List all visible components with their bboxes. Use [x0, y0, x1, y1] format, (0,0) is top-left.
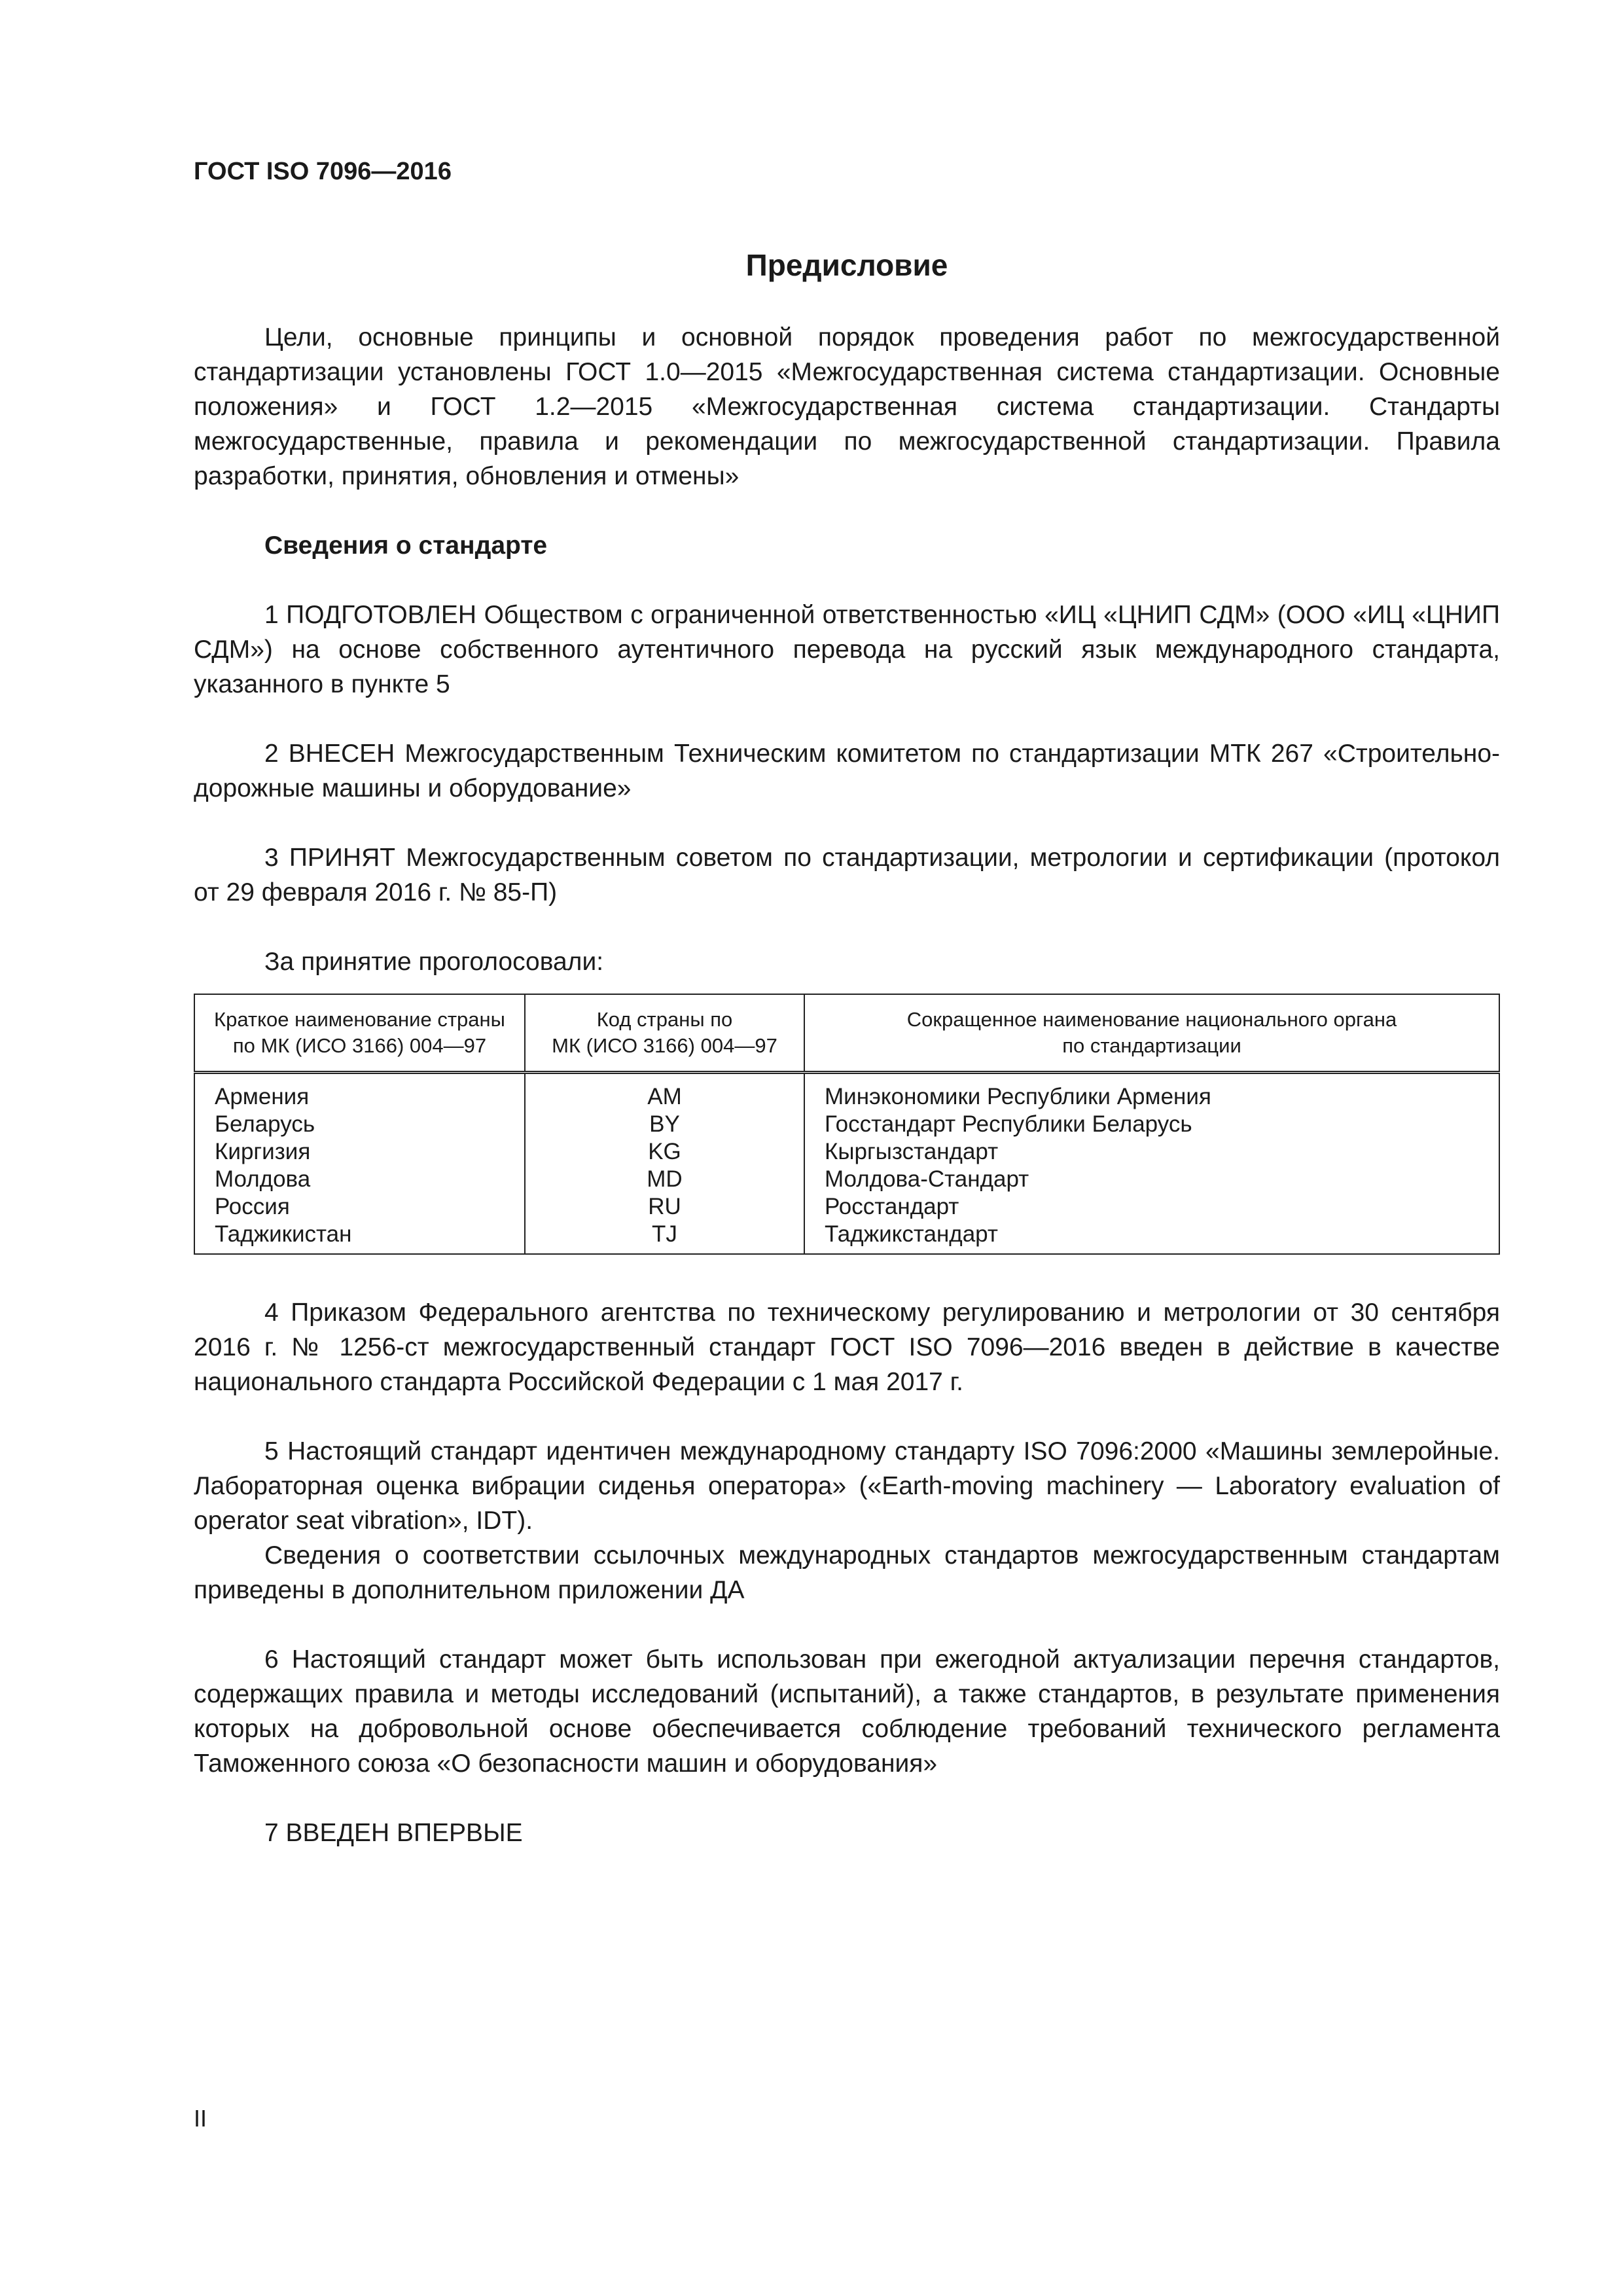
header-country-name-line1: Краткое наименование страны [214, 1007, 505, 1031]
table-row [194, 1072, 1499, 1111]
item-4-paragraph: 4 Приказом Федерального агентства по техническому регулированию и метрологии от 30 сентября 2016 г. № 1256-ст межгосударственный стандарт ГОСТ ISO 7096—2016 введен в действие в качестве национального стандарта Российской Федерации с 1 мая 2017 г. [194, 1298, 1500, 1396]
body-cell: Госстандарт Республики Беларусь [804, 1111, 1499, 1138]
country-cell: Беларусь [194, 1111, 525, 1138]
voting-countries-table [194, 994, 1500, 1255]
page-title: Предисловие [745, 247, 948, 282]
document-code: ГОСТ ISO 7096—2016 [194, 158, 452, 185]
code-cell: TJ [525, 1221, 804, 1254]
code-cell: RU [525, 1193, 804, 1221]
intro-paragraph: Цели, основные принципы и основной порядок проведения работ по межгосударственной стандартизации установлены ГОСТ 1.0—2015 «Межгосударственная система стандартизации. Основные положения» и ГОСТ 1.2—2015 «Межгосударственная система стандартизации. Стандарты межгосударственные, правила и рекомендации по межгосударственной стандартизации. Правила разработки, принятия, обновления и отмены» [194, 323, 1500, 490]
header-country-code [525, 994, 804, 1073]
section-heading: Сведения о стандарте [264, 531, 548, 560]
header-standards-body-line2: по стандартизации [1062, 1033, 1241, 1057]
item-3-paragraph: 3 ПРИНЯТ Межгосударственным советом по стандартизации, метрологии и сертификации (протокол от 29 февраля 2016 г. № 85-П) [194, 843, 1500, 906]
country-cell: Молдова [194, 1166, 525, 1193]
code-cell: MD [525, 1166, 804, 1193]
table-header-row [194, 994, 1499, 1073]
header-country-name-line2: по МК (ИСО 3166) 004—97 [232, 1033, 487, 1057]
country-cell: Таджикистан [194, 1221, 525, 1254]
header-country-name [194, 994, 525, 1073]
item-5-note-paragraph: Сведения о соответствии ссылочных международных стандартов межгосударственным стандартам приведены в дополнительном приложении ДА [194, 1541, 1500, 1604]
body-cell: Минэкономики Республики Армения [804, 1072, 1499, 1111]
country-cell: Киргизия [194, 1138, 525, 1166]
header-country-code-line1: Код страны по [596, 1007, 733, 1031]
code-cell: AM [525, 1072, 804, 1111]
code-cell: BY [525, 1111, 804, 1138]
item-7-paragraph: 7 ВВЕДЕН ВПЕРВЫЕ [264, 1818, 523, 1847]
body-cell: Молдова-Стандарт [804, 1166, 1499, 1193]
item-5-paragraph: 5 Настоящий стандарт идентичен международному стандарту ISO 7096:2000 «Машины землеройные. Лабораторная оценка вибрации сиденья оператора» («Earth-moving machinery — Laboratory evaluation of operator seat vibration», IDT). [194, 1437, 1500, 1535]
table-row [194, 1193, 1499, 1221]
header-standards-body [804, 994, 1499, 1073]
header-standards-body-line1: Сокращенное наименование национального органа [906, 1007, 1397, 1031]
body-cell: Росстандарт [804, 1193, 1499, 1221]
country-cell: Россия [194, 1193, 525, 1221]
code-cell: KG [525, 1138, 804, 1166]
item-6-paragraph: 6 Настоящий стандарт может быть использован при ежегодной актуализации перечня стандартов, содержащих правила и методы исследований (испытаний), а также стандартов, в результате применения которых на добровольной основе обеспечивается соблюдение требований технического регламента Таможенного союза «О безопасности машин и оборудования» [194, 1645, 1500, 1778]
document-page [194, 157, 1500, 1885]
voted-label: За принятие проголосовали: [264, 947, 604, 976]
page-number: II [194, 2105, 207, 2132]
item-2-paragraph: 2 ВНЕСЕН Межгосударственным Техническим комитетом по стандартизации МТК 267 «Строительно-дорожные машины и оборудование» [194, 739, 1500, 802]
table-row [194, 1111, 1499, 1138]
table-row [194, 1166, 1499, 1193]
body-cell: Таджикстандарт [804, 1221, 1499, 1254]
country-cell: Армения [194, 1072, 525, 1111]
table-row [194, 1221, 1499, 1254]
table-row [194, 1138, 1499, 1166]
body-cell: Кыргызстандарт [804, 1138, 1499, 1166]
item-1-paragraph: 1 ПОДГОТОВЛЕН Обществом с ограниченной ответственностью «ИЦ «ЦНИП СДМ» (ООО «ИЦ «ЦНИП СДМ») на основе собственного аутентичного перевода на русский язык международного стандарта, указанного в пункте 5 [194, 600, 1500, 698]
header-country-code-line2: МК (ИСО 3166) 004—97 [552, 1033, 777, 1057]
